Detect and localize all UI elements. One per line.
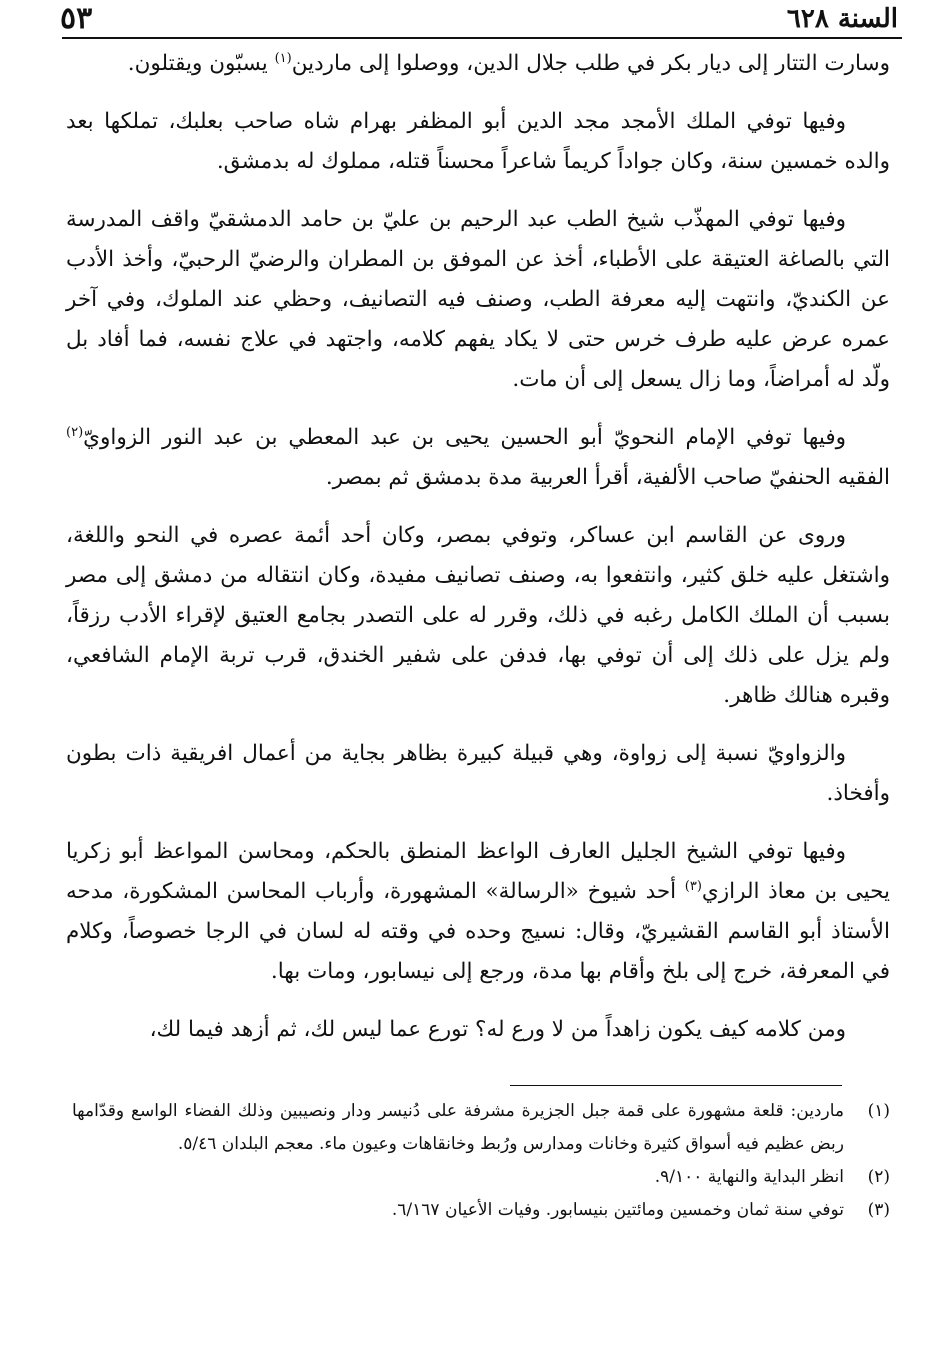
paragraph-text: والزواويّ نسبة إلى زواوة، وهي قبيلة كبيرة بظاهر بجاية من أعمال افريقية ذات بطون وأفخاذ. xyxy=(66,741,890,806)
footnote-ref-3: (٣) xyxy=(684,878,702,894)
footnote-ref-2: (٢) xyxy=(66,424,84,440)
main-text xyxy=(66,44,890,1068)
paragraph-8 xyxy=(66,1010,890,1050)
paragraph-5 xyxy=(66,516,890,716)
paragraph-text-after: الفقيه الحنفيّ صاحب الألفية، أقرأ العربية مدة بدمشق ثم بمصر. xyxy=(325,465,890,490)
paragraph-2 xyxy=(66,102,890,182)
paragraph-3 xyxy=(66,200,890,400)
paragraph-text-after: أحد شيوخ «الرسالة» المشهورة، وأرباب المحاسن المشكورة، مدحه الأستاذ أبو القاسم القشيريّ، وقال: نسيج وحده في وقته له لسان في الرجا خصوصاً، وكلام في المعرفة، خرج إلى بلخ وأقام بها مدة، ورجع إلى نيسابور، ومات بها. xyxy=(66,879,890,984)
paragraph-text: وسارت التتار إلى ديار بكر في طلب جلال الدين، ووصلوا إلى ماردين xyxy=(291,51,890,76)
paragraph-7 xyxy=(66,832,890,992)
page-number: ٥٣ xyxy=(60,1,93,36)
paragraph-text: وفيها توفي الملك الأمجد مجد الدين أبو المظفر بهرام شاه صاحب بعلبك، تملكها بعد والده خمسين سنة، وكان جواداً كريماً شاعراً محسناً قتله، مملوك له بدمشق. xyxy=(66,109,890,174)
footnotes xyxy=(72,1095,890,1227)
footnote-3 xyxy=(72,1194,890,1227)
footnote-text: ماردين: قلعة مشهورة على قمة جبل الجزيرة مشرفة على دُنيسر ودار ونصيبين وذلك الفضاء الواسع وقدّامها ربض عظيم فيه أسواق كثيرة وخانات ومدارس ورُبط وخانقاهات وعيون ماء. معجم البلدان ٥/٤٦. xyxy=(72,1101,844,1154)
footnote-text: انظر البداية والنهاية ٩/١٠٠. xyxy=(654,1167,844,1187)
footnote-separator xyxy=(510,1085,842,1086)
paragraph-text: وفيها توفي المهذّب شيخ الطب عبد الرحيم بن عليّ بن حامد الدمشقيّ واقف المدرسة التي بالصاغة العتيقة على الأطباء، أخذ عن الموفق بن المطران والرضيّ الرحبيّ، وأخذ الأدب عن الكنديّ، وانتهت إليه معرفة الطب، وصنف فيه التصانيف، وحظي عند الملوك، وفي آخر عمره عرض عليه طرف خرس حتى لا يكاد يفهم كلامه، واجتهد في علاج نفسه، فما أفاد بل ولّد له أمراضاً، وما زال يسعل إلى أن مات. xyxy=(66,207,890,392)
footnote-2 xyxy=(72,1161,890,1194)
paragraph-4 xyxy=(66,418,890,498)
footnote-1 xyxy=(72,1095,890,1161)
footnote-marker: (٣) xyxy=(867,1200,890,1220)
paragraph-text: وفيها توفي الإمام النحويّ أبو الحسين يحيى بن عبد المعطي بن عبد النور الزواويّ xyxy=(83,425,846,450)
footnote-ref-1: (١) xyxy=(274,50,292,66)
footnote-marker: (١) xyxy=(867,1101,890,1121)
paragraph-text: وروى عن القاسم ابن عساكر، وتوفي بمصر، وكان أحد أئمة عصره في النحو واللغة، واشتغل عليه خلق كثير، وانتفعوا به، وصنف تصانيف مفيدة، وكان انتقاله من دمشق إلى مصر بسبب أن الملك الكامل رغبه في ذلك، وقرر له على التصدر بجامع العتيق لإقراء الأدب رزقاً، ولم يزل على ذلك إلى أن توفي بها، فدفن على شفير الخندق، قرب تربة الإمام الشافعي، وقبره هنالك ظاهر. xyxy=(66,523,890,708)
paragraph-1 xyxy=(66,44,890,84)
paragraph-text: ومن كلامه كيف يكون زاهداً من لا ورع له؟ تورع عما ليس لك، ثم أزهد فيما لك، xyxy=(149,1017,846,1042)
header-rule xyxy=(62,37,902,39)
paragraph-6 xyxy=(66,734,890,814)
paragraph-text-after: يسبّون ويقتلون. xyxy=(127,51,275,76)
paragraph-text: وفيها توفي الشيخ الجليل العارف الواعظ المنطق بالحكم، ومحاسن المواعظ أبو زكريا يحيى بن معاذ الرازي xyxy=(66,839,890,904)
running-head-year: السنة ٦٢٨ xyxy=(786,4,898,34)
footnote-text: توفي سنة ثمان وخمسين ومائتين بنيسابور. وفيات الأعيان ٦/١٦٧. xyxy=(391,1200,844,1220)
footnote-marker: (٢) xyxy=(867,1167,890,1187)
page-header xyxy=(60,0,898,38)
